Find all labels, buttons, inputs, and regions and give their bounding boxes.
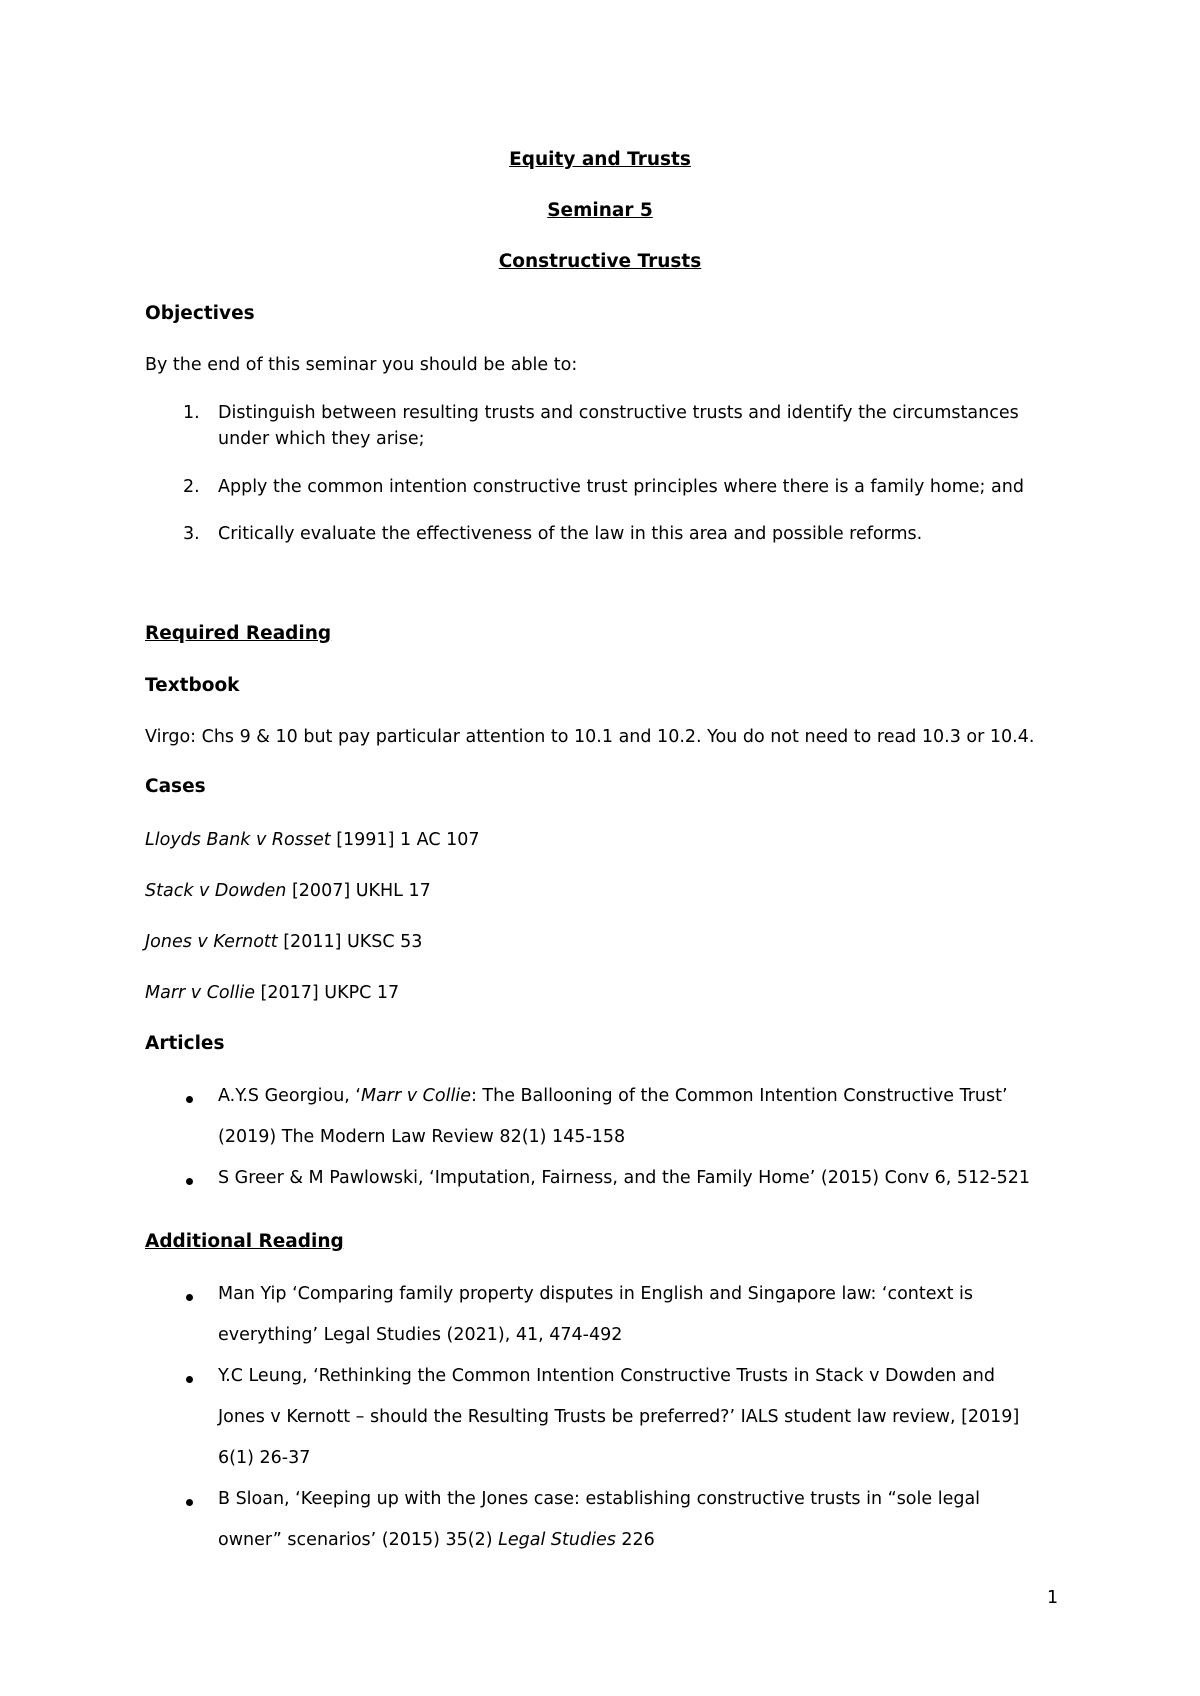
case-entry: [145, 830, 480, 850]
objective-text: Distinguish between resulting trusts and constructive trusts and identify the circumstances: [218, 403, 1019, 423]
additional-text: Man Yip ‘Comparing family property disputes in English and Singapore law: ‘context is: [218, 1284, 973, 1304]
additional-text-cont: 6(1) 26-37: [218, 1448, 311, 1468]
objective-text-cont: under which they arise;: [218, 429, 425, 449]
journal-name: Legal Studies: [498, 1530, 616, 1550]
course-title: Equity and Trusts: [509, 149, 691, 170]
article-case-name: Marr v Collie: [360, 1086, 471, 1106]
additional-text-part: owner” scenarios’ (2015) 35(2): [218, 1530, 499, 1550]
list-number: 2.: [183, 477, 200, 497]
case-name: Jones v Kernott: [145, 932, 278, 952]
case-citation: [2017] UKPC 17: [254, 983, 400, 1003]
case-entry: [145, 983, 399, 1003]
objective-text: Critically evaluate the effectiveness of the law in this area and possible reforms.: [218, 524, 923, 544]
bullet-icon: [186, 1178, 193, 1185]
case-name: Stack v Dowden: [145, 881, 287, 901]
case-citation: [1991] 1 AC 107: [330, 830, 480, 850]
objectives-intro: By the end of this seminar you should be able to:: [145, 355, 578, 375]
bullet-icon: [186, 1294, 193, 1301]
additional-text: B Sloan, ‘Keeping up with the Jones case: establishing constructive trusts in “sole legal: [218, 1489, 981, 1509]
case-name: Lloyds Bank v Rosset: [145, 830, 331, 850]
case-citation: [2011] UKSC 53: [277, 932, 423, 952]
case-entry: [145, 932, 422, 952]
cases-heading: Cases: [145, 776, 206, 797]
list-number: 3.: [183, 524, 200, 544]
bullet-icon: [186, 1499, 193, 1506]
seminar-topic: Constructive Trusts: [498, 251, 702, 272]
additional-reading-heading: Additional Reading: [145, 1231, 344, 1252]
additional-text-cont: [218, 1530, 655, 1550]
objectives-heading: Objectives: [145, 303, 255, 324]
case-entry: [145, 881, 431, 901]
required-reading-heading: Required Reading: [145, 623, 332, 644]
case-name: Marr v Collie: [145, 983, 255, 1003]
article-text: S Greer & M Pawlowski, ‘Imputation, Fairness, and the Family Home’ (2015) Conv 6, 512-521: [218, 1168, 1030, 1188]
textbook-heading: Textbook: [145, 675, 240, 696]
objective-text: Apply the common intention constructive trust principles where there is a family home; and: [218, 477, 1024, 497]
additional-text-cont: Jones v Kernott – should the Resulting Trusts be preferred?’ IALS student law review, [2019]: [218, 1407, 1020, 1427]
additional-text: Y.C Leung, ‘Rethinking the Common Intention Constructive Trusts in Stack v Dowden and: [218, 1366, 995, 1386]
seminar-number: Seminar 5: [547, 200, 653, 221]
case-citation: [2007] UKHL 17: [286, 881, 431, 901]
additional-text-part: 226: [615, 1530, 655, 1550]
list-number: 1.: [183, 403, 200, 423]
bullet-icon: [186, 1096, 193, 1103]
articles-heading: Articles: [145, 1033, 225, 1054]
additional-text-cont: everything’ Legal Studies (2021), 41, 474-492: [218, 1325, 623, 1345]
page-number: 1: [1047, 1588, 1059, 1608]
textbook-text: Virgo: Chs 9 & 10 but pay particular attention to 10.1 and 10.2. You do not need to read 10.3 or 10.4.: [145, 727, 1035, 747]
article-text: [218, 1086, 1008, 1106]
article-author: A.Y.S Georgiou, ‘: [218, 1086, 361, 1106]
article-text-cont: (2019) The Modern Law Review 82(1) 145-158: [218, 1127, 626, 1147]
bullet-icon: [186, 1376, 193, 1383]
article-title: : The Ballooning of the Common Intention Constructive Trust’: [470, 1086, 1008, 1106]
